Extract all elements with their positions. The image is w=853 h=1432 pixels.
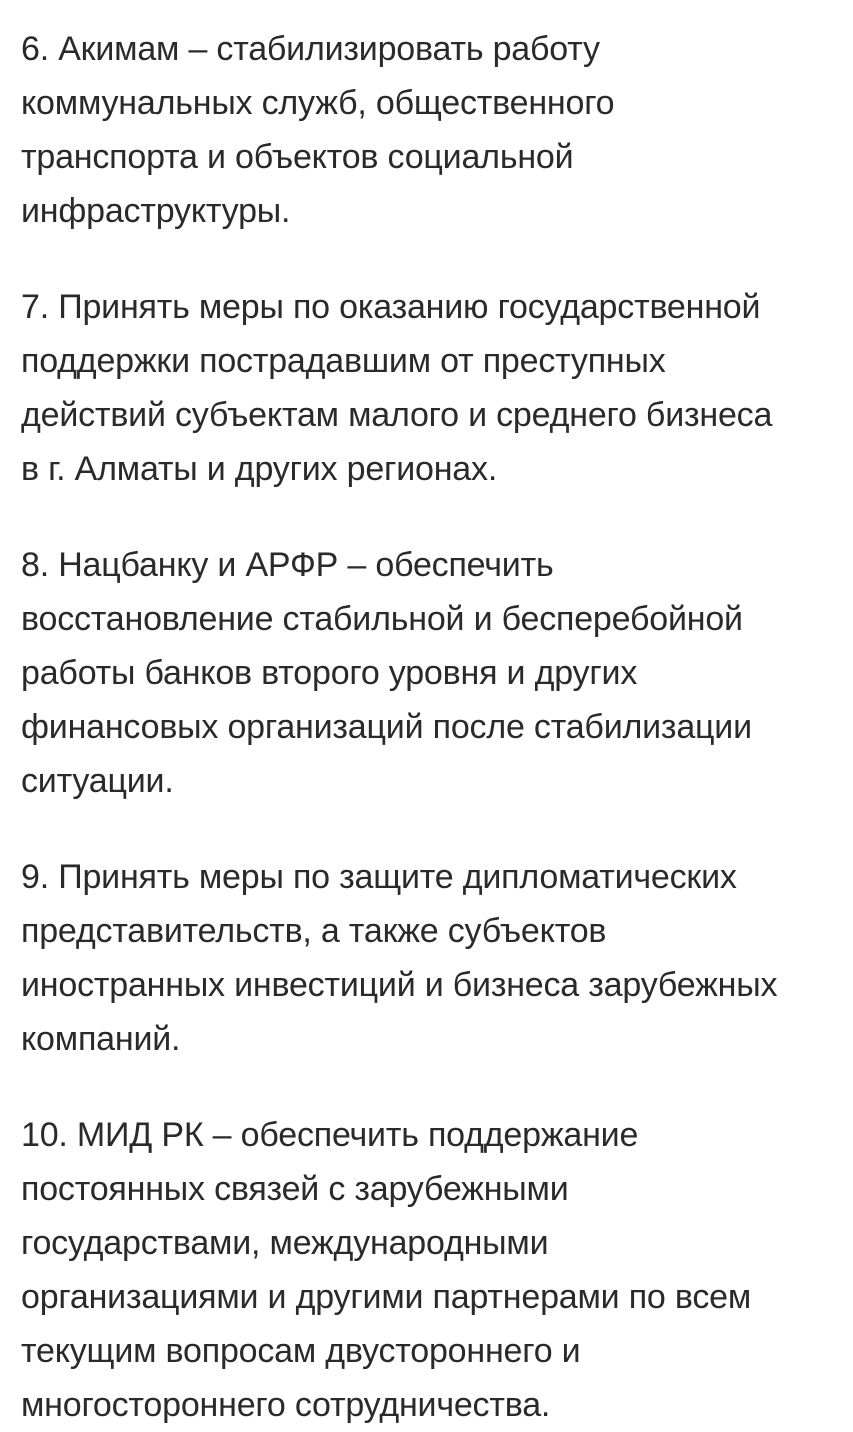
text-line: иностранных инвестиций и бизнеса зарубежных — [21, 966, 778, 1004]
text-line: 10. МИД РК – обеспечить поддержание — [21, 1116, 639, 1154]
text-line: ситуации. — [21, 762, 174, 800]
text-line: 9. Принять меры по защите дипломатических — [21, 858, 737, 896]
text-line: поддержки пострадавшим от преступных — [21, 342, 666, 380]
text-line: в г. Алматы и других регионах. — [21, 450, 498, 488]
text-line: представительств, а также субъектов — [21, 912, 607, 950]
list-item-7 — [21, 280, 833, 496]
text-line: 7. Принять меры по оказанию государственной — [21, 288, 761, 326]
text-line: работы банков второго уровня и других — [21, 654, 638, 692]
text-line: компаний. — [21, 1020, 181, 1058]
text-line: государствами, международными — [21, 1224, 549, 1262]
list-item-10 — [21, 1108, 833, 1432]
text-line: восстановление стабильной и бесперебойной — [21, 600, 743, 638]
text-line: постоянных связей с зарубежными — [21, 1170, 569, 1208]
text-line: финансовых организаций после стабилизации — [21, 708, 752, 746]
text-line: транспорта и объектов социальной — [21, 138, 574, 176]
text-line: действий субъектам малого и среднего бизнеса — [21, 396, 773, 434]
list-item-9 — [21, 850, 833, 1066]
list-item-8 — [21, 538, 833, 808]
text-line: текущим вопросам двустороннего и — [21, 1332, 581, 1370]
text-line: многостороннего сотрудничества. — [21, 1386, 551, 1424]
text-line: организациями и другими партнерами по всем — [21, 1278, 752, 1316]
list-item-6 — [21, 22, 833, 238]
text-line: 6. Акимам – стабилизировать работу — [21, 30, 600, 68]
text-line: 8. Нацбанку и АРФР – обеспечить — [21, 546, 554, 584]
text-line: инфраструктуры. — [21, 192, 291, 230]
text-line: коммунальных служб, общественного — [21, 84, 615, 122]
